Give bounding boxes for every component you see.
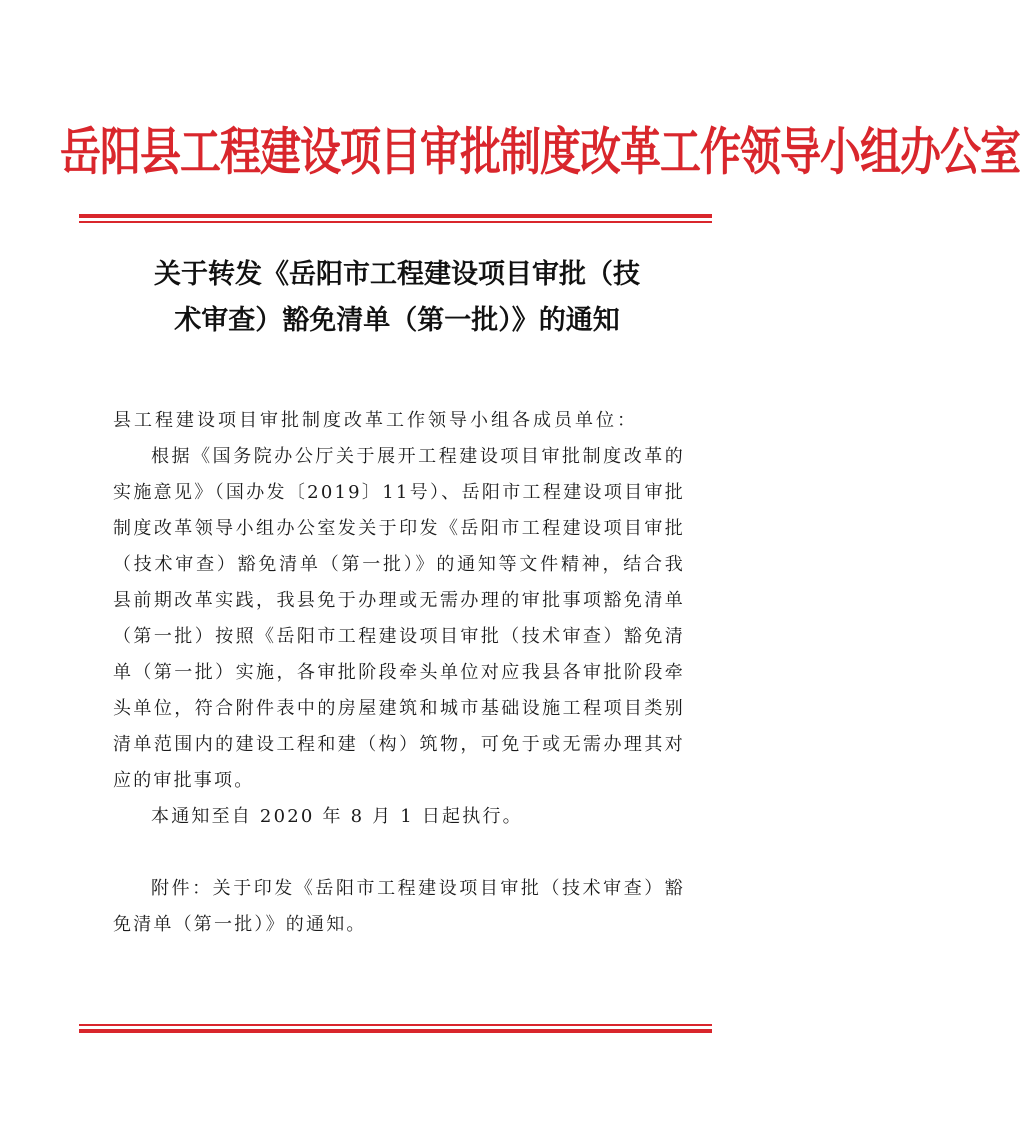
footer-red-rule-thin	[79, 1024, 712, 1026]
attachment-note: 附件：关于印发《岳阳市工程建设项目审批（技术审查）豁免清单（第一批）》的通知。	[113, 878, 685, 935]
document-title-line-2: 术审查）豁免清单（第一批）》的通知	[174, 305, 620, 336]
body-paragraph-1: 根据《国务院办公厅关于展开工程建设项目审批制度改革的实施意见》（国办发〔2019〕11号）、岳阳市工程建设项目审批制度改革领导小组办公室发关于印发《岳阳市工程建设项目审批（技术审查）豁免清单（第一批）》的通知等文件精神，结合我县前期改革实践，我县免于办理或无需办理的审批事项豁免清单（第一批）按照《岳阳市工程建设项目审批（技术审查）豁免清单（第一批）实施，各审批阶段牵头单位对应我县各审批阶段牵头单位，符合附件表中的房屋建筑和城市基础设施工程项目类别清单范围内的建设工程和建（构）筑物，可免于或无需办理其对应的审批事项。	[113, 446, 685, 791]
body-paragraph-2: 本通知至自 2020 年 8 月 1 日起执行。	[151, 806, 523, 827]
document-body	[113, 403, 685, 943]
footer-red-rule-thick	[79, 1029, 712, 1033]
header-red-rule-thick	[79, 214, 712, 218]
document-title-line-1: 关于转发《岳阳市工程建设项目审批（技	[154, 259, 640, 290]
document-title	[70, 252, 724, 344]
salutation: 县工程建设项目审批制度改革工作领导小组各成员单位：	[113, 410, 638, 431]
issuing-office-header: 岳阳县工程建设项目审批制度改革工作领导小组办公室	[60, 122, 1020, 182]
header-red-rule-thin	[79, 221, 712, 223]
